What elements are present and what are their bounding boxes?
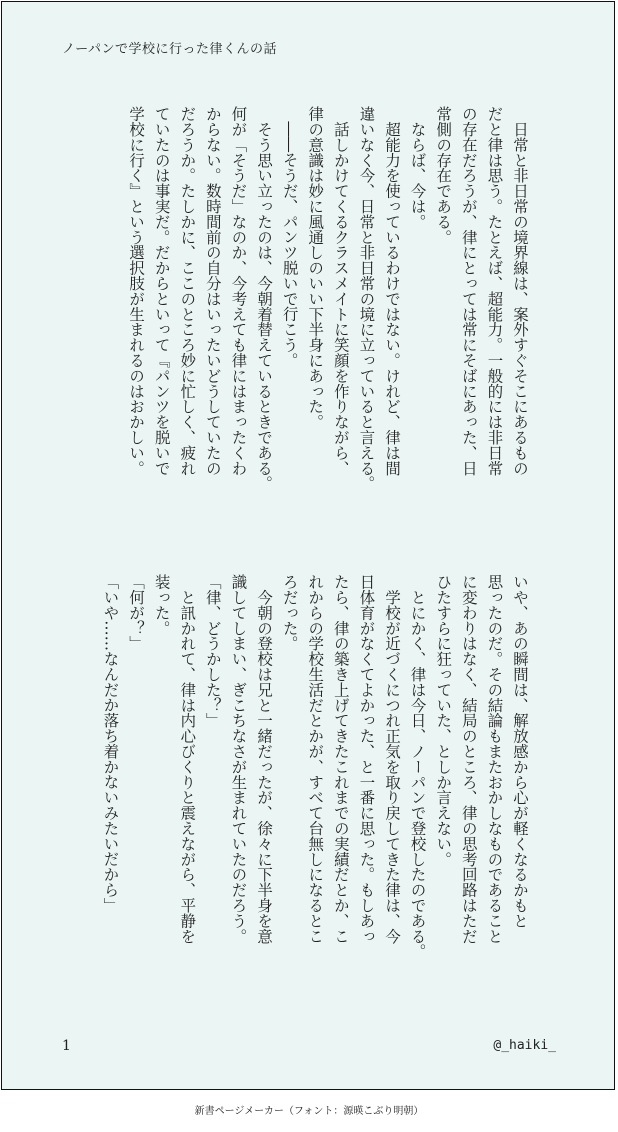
text-line: 超能力を使っているわけではない。けれど、律は間 bbox=[383, 106, 402, 476]
text-line: いや、あの瞬間は、解放感から心が軽くなるかもと bbox=[511, 574, 529, 929]
text-line: 装った。 bbox=[152, 574, 171, 636]
book-page bbox=[1, 1, 615, 1090]
author-handle: @_haiki_ bbox=[493, 1038, 556, 1053]
text-line: 識してしまい、ぎこちなさが生まれていたのだろう。 bbox=[229, 574, 248, 944]
text-line: 思ったのだ。その結論もまたおかしなものであること bbox=[485, 574, 504, 944]
text-line: たら、律の築き上げてきたこれまでの実績だとか、こ bbox=[331, 574, 350, 944]
page-title: ノーパンで学校に行った律くんの話 bbox=[62, 42, 277, 57]
text-line: 学校が近づくにつれ正気を取り戻してきた律は、今 bbox=[383, 574, 402, 944]
text-line: 違いなく今、日常と非日常の境に立っていると言える。 bbox=[357, 106, 376, 491]
text-line: とにかく、律は今日、ノーパンで登校したのである。 bbox=[408, 574, 427, 959]
body-text-top bbox=[56, 106, 532, 521]
text-line: 日常と非日常の境界線は、案外すぐそこにあるもの bbox=[511, 106, 529, 476]
text-line: ならば、今は。 bbox=[408, 106, 427, 230]
text-line: 律の意識は妙に風通しのいい下半身にあった。 bbox=[306, 106, 325, 430]
text-line: からない。数時間前の自分はいったいどうしていたの bbox=[203, 106, 222, 476]
text-line: だろうか。たしかに、ここのところ妙に忙しく、疲れ bbox=[178, 106, 197, 476]
text-line: ていたのは事実だ。だからといって『パンツを脱いで bbox=[152, 106, 171, 476]
text-line: 今朝の登校は兄と一緒だったが、徐々に下半身を意 bbox=[255, 574, 274, 944]
text-line: ひたすらに狂っていた、としか言えない。 bbox=[434, 574, 453, 867]
text-line: 常側の存在である。 bbox=[434, 106, 453, 245]
text-line: の存在だろうが、律にとっては常にそばにあった、日 bbox=[459, 106, 478, 476]
text-line: だと律は思う。たとえば、超能力。一般的には非日常 bbox=[485, 106, 504, 476]
text-line: そう思い立ったのは、今朝着替えているときである。 bbox=[255, 106, 274, 491]
text-line: 何が「そうだ」なのか、今考えても律にはまったくわ bbox=[229, 106, 248, 476]
page-number: 1 bbox=[62, 1038, 71, 1054]
text-line: 話しかけてくるクラスメイトに笑顔を作りながら、 bbox=[331, 106, 350, 476]
body-text-bottom bbox=[56, 574, 532, 989]
text-line: 学校に行く』という選択肢が生まれるのはおかしい。 bbox=[127, 106, 146, 476]
footer-caption: 新書ページメーカー（フォント：源暎こぶり明朝） bbox=[194, 1106, 424, 1117]
text-line: れからの学校生活だとかが、すべて台無しになるとこ bbox=[306, 574, 325, 944]
text-line: ――そうだ、パンツ脱いで行こう。 bbox=[280, 106, 299, 368]
text-line: 「律、どうかした？」 bbox=[203, 574, 222, 728]
text-line: 日体育がなくてよかった、と一番に思った。もしあっ bbox=[357, 574, 376, 944]
text-line: に変わりはなく、結局のところ、律の思考回路はただ bbox=[459, 574, 478, 944]
text-line: と訊かれて、律は内心びくりと震えながら、平静を bbox=[178, 574, 197, 944]
text-line: 「いや……なんだか落ち着かないみたいだから」 bbox=[101, 574, 120, 913]
text-line: 「何が？」 bbox=[127, 574, 146, 651]
text-line: ろだった。 bbox=[280, 574, 299, 651]
